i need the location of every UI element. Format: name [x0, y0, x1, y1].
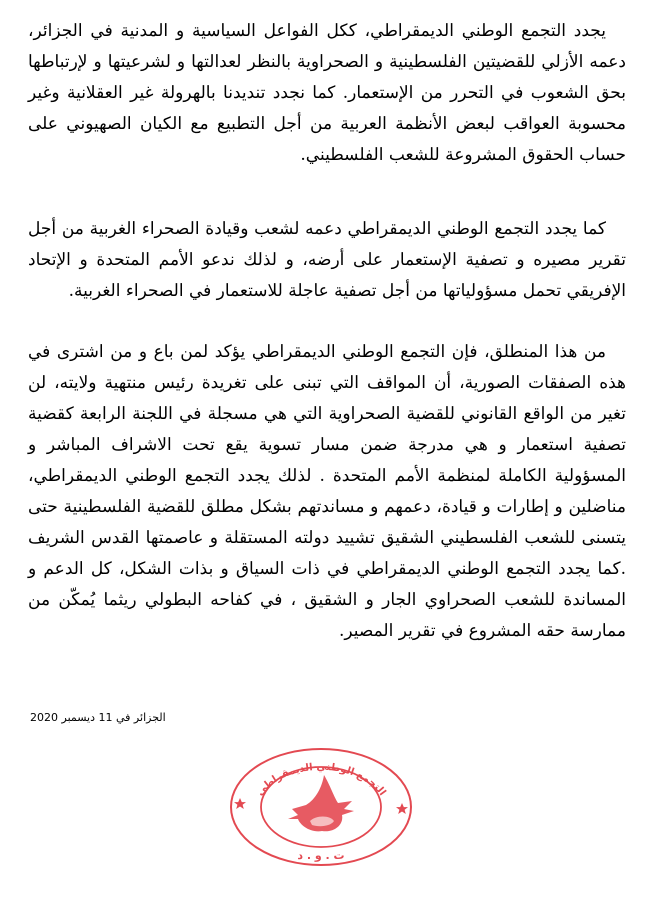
date-line: الجزائر في 11 ديسمبر 2020 — [30, 711, 166, 724]
paragraph-1: يجدد التجمع الوطني الديمقراطي، ككل الفواعل السياسية و المدنية في الجزائر، دعمه الأزلي للقضيتين الفلسطينية و الصحراوية بالنظر لعدالتها و لشرعيتها و لإرتباطها بحق الشعوب في التحرر من الإستعمار. كما نجدد تنديدنا بالهرولة غير العقلانية وغير محسوبة العواقب لبعض الأنظمة العربية من أجل التطبيع مع الكيان الصهيوني على حساب الحقوق المشروعة للشعب الفلسطيني. — [28, 21, 626, 165]
official-stamp — [226, 745, 416, 870]
stamp-graphic — [226, 745, 416, 870]
paragraph-3: من هذا المنطلق، فإن التجمع الوطني الديمقراطي يؤكد لمن باع و من اشترى في هذه الصفقات الصورية، أن المواقف التي تبنى على تغريدة رئيس منتهية ولايته، لن تغير من الواقع القانوني للقضية الصحراوية التي هي مسجلة في اللجنة الرابعة كقضية تصفية استعمار و هي مدرجة ضمن مسار تسوية يقع تحت الاشراف المباشر و المسؤولية الكاملة لمنظمة الأمم المتحدة . لذلك يجدد التجمع الوطني الديمقراطي، مناضلين و إطارات و قيادة، دعمهم و مساندتهم بشكل مطلق للقضية الفلسطينية حتى يتسنى للشعب الفلسطيني الشقيق تشييد دولته المستقلة و عاصمتها القدس الشريف .كما يجدد التجمع الوطني الديمقراطي في ذات السياق و بذات الشكل، كل الدعم و المساندة للشعب الصحراوي الجار و الشقيق ، في كفاحه البطولي ريثما يُمكّن من ممارسة حقه المشروع في تقرير المصير. — [28, 342, 626, 641]
party-emblem-icon — [288, 775, 354, 831]
stamp-bottom-text: ت . و . د — [297, 849, 345, 862]
star-left-icon — [234, 798, 246, 809]
paragraph-2: كما يجدد التجمع الوطني الديمقراطي دعمه لشعب وقيادة الصحراء الغربية من أجل تقرير مصيره و تصفية الإستعمار على أرضه، و لذلك ندعو الأمم المتحدة و الإتحاد الإفريقي تحمل مسؤولياتها من أجل تصفية عاجلة للاستعمار في الصحراء الغربية. — [28, 219, 626, 301]
star-right-icon — [396, 803, 408, 814]
stamp-top-text: التجمع الوطني الديمقراطي — [254, 761, 388, 798]
